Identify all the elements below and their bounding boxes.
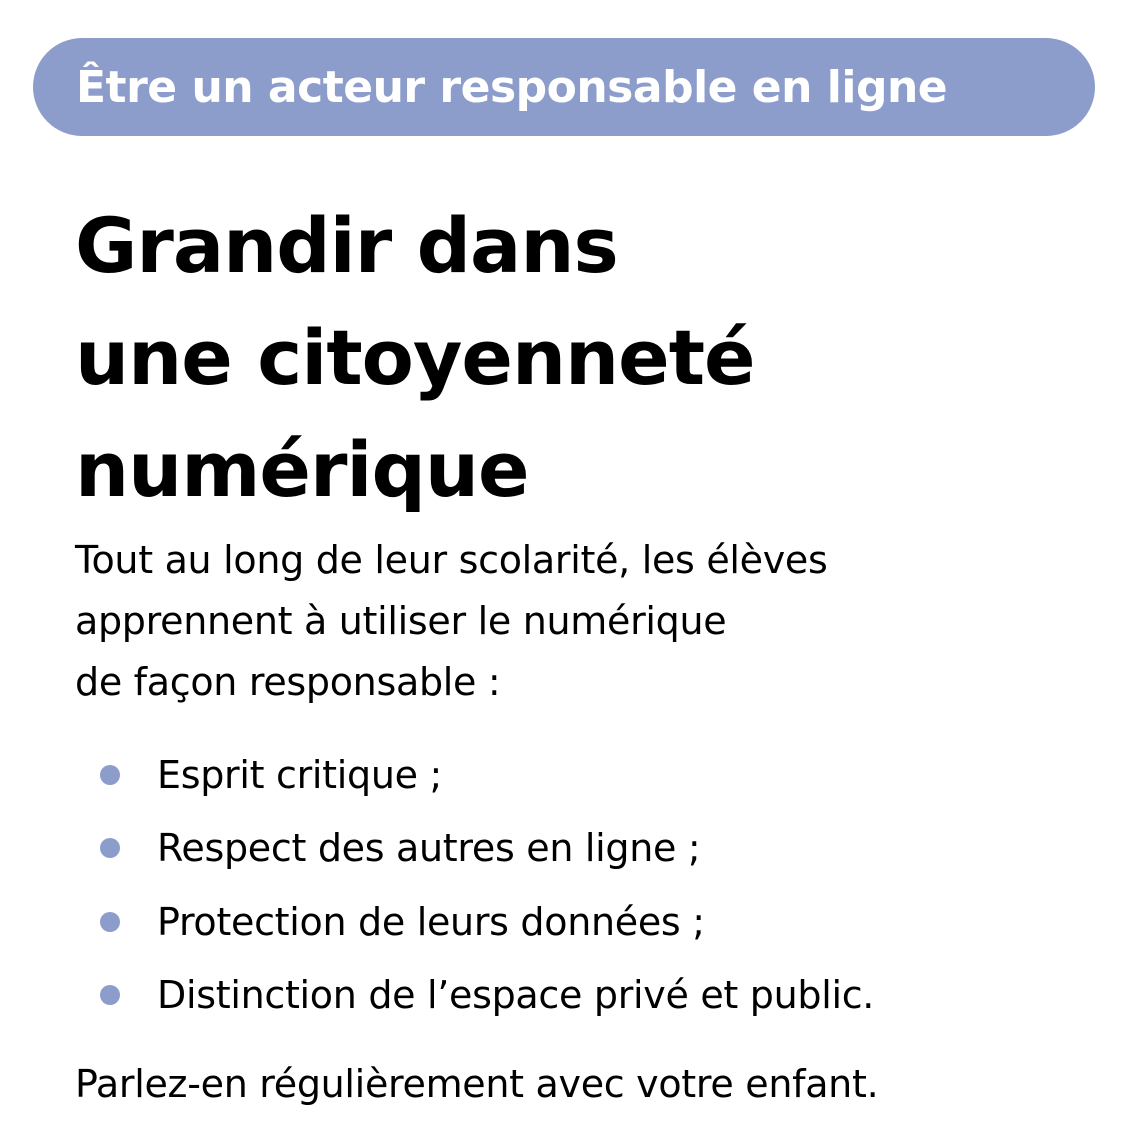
intro-line: de façon responsable : bbox=[75, 660, 501, 704]
list-item-text: Distinction de l’espace privé et public. bbox=[157, 973, 875, 1018]
bullet-dot-icon bbox=[100, 985, 120, 1005]
list-item bbox=[100, 959, 874, 1033]
footer-note: Parlez-en régulièrement avec votre enfant. bbox=[75, 1062, 879, 1106]
list-item bbox=[100, 885, 874, 959]
list-item-text: Respect des autres en ligne ; bbox=[157, 826, 701, 871]
intro-line: Tout au long de leur scolarité, les élèves bbox=[75, 538, 828, 582]
page-title-line: numérique bbox=[75, 425, 529, 514]
section-label: Être un acteur responsable en ligne bbox=[76, 61, 948, 113]
page-title bbox=[75, 190, 755, 526]
page-title-line: une citoyenneté bbox=[75, 313, 755, 402]
bullet-dot-icon bbox=[100, 912, 120, 932]
bullet-list bbox=[100, 738, 874, 1032]
intro-line: apprennent à utiliser le numérique bbox=[75, 599, 727, 643]
list-item-text: Esprit critique ; bbox=[157, 752, 442, 797]
page-title-line: Grandir dans bbox=[75, 201, 618, 290]
list-item bbox=[100, 738, 874, 812]
list-item bbox=[100, 812, 874, 886]
bullet-dot-icon bbox=[100, 765, 120, 785]
section-label-pill bbox=[33, 38, 1095, 136]
intro-paragraph bbox=[75, 530, 1085, 713]
list-item-text: Protection de leurs données ; bbox=[157, 899, 705, 944]
bullet-dot-icon bbox=[100, 838, 120, 858]
